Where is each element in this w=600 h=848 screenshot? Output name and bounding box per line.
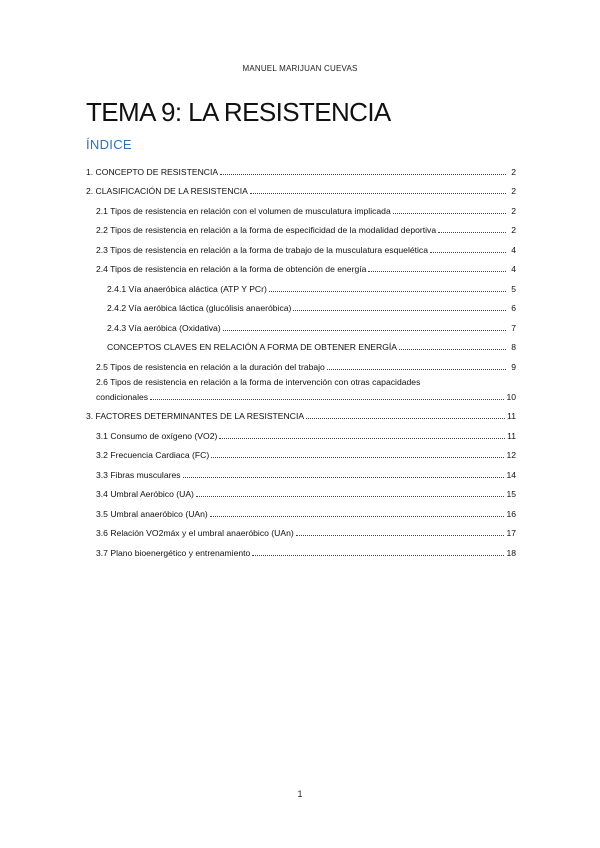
footer-page-number: 1 xyxy=(297,789,303,799)
toc-page-number: 12 xyxy=(506,450,516,460)
index-heading: ÍNDICE xyxy=(86,137,132,152)
toc-entry-label-line1: 2.6 Tipos de resistencia en relación a la forma de intervención con otras capacidades xyxy=(96,376,421,387)
toc-entry-3-2[interactable] xyxy=(86,442,516,462)
toc-entry-label: 2.2 Tipos de resistencia en relación a la forma de especificidad de la modalidad deportiva xyxy=(96,225,437,235)
toc-leader-dots xyxy=(183,477,505,478)
toc-entry-2-6[interactable] xyxy=(86,373,516,403)
toc-entry-3-3[interactable] xyxy=(86,461,516,481)
toc-entry-label: 2. CLASIFICACIÓN DE LA RESISTENCIA xyxy=(86,186,248,196)
toc-leader-dots xyxy=(220,174,506,175)
toc-entry-3-1[interactable] xyxy=(86,422,516,442)
document-title: TEMA 9: LA RESISTENCIA xyxy=(86,97,391,128)
toc-leader-dots xyxy=(219,438,505,439)
toc-leader-dots xyxy=(368,271,506,272)
toc-leader-dots xyxy=(223,330,506,331)
toc-entry-label: 2.4.1 Vía anaeróbica aláctica (ATP Y PCr) xyxy=(107,283,267,294)
toc-entry-label: 2.5 Tipos de resistencia en relación a la duración del trabajo xyxy=(96,361,325,372)
toc-page-number: 18 xyxy=(506,547,516,558)
toc-entry-1[interactable] xyxy=(86,158,516,178)
toc-page-number: 2 xyxy=(511,225,516,235)
toc-leader-dots xyxy=(211,457,504,458)
toc-entry-label: 2.1 Tipos de resistencia en relación con el volumen de musculatura implicada xyxy=(96,205,391,216)
toc-entry-2-4-2[interactable] xyxy=(86,295,516,315)
toc-leader-dots xyxy=(210,516,505,517)
toc-leader-dots xyxy=(296,535,505,536)
toc-leader-dots xyxy=(252,555,504,556)
toc-leader-dots xyxy=(293,310,506,311)
toc-page-number: 11 xyxy=(507,411,516,421)
toc-entry-label: 3.2 Frecuencia Cardiaca (FC) xyxy=(96,450,210,460)
toc-entry-label: 1. CONCEPTO DE RESISTENCIA xyxy=(86,166,219,177)
toc-entry-conceptos-claves[interactable] xyxy=(86,334,516,354)
toc-page-number: 11 xyxy=(507,430,516,441)
toc-entry-label: 2.4.2 Vía aeróbica láctica (glucólisis anaeróbica) xyxy=(107,303,292,313)
toc-leader-dots xyxy=(327,369,506,370)
toc-entry-label: 2.4 Tipos de resistencia en relación a la forma de obtención de energía xyxy=(96,264,367,274)
toc-entry-3-5[interactable] xyxy=(86,500,516,520)
toc-page-number: 4 xyxy=(511,244,516,255)
toc-entry-label: 3.4 Umbral Aeróbico (UA) xyxy=(96,489,194,499)
toc-page-number: 10 xyxy=(506,391,516,402)
toc-page-number: 8 xyxy=(511,342,516,352)
toc-entry-3-4[interactable] xyxy=(86,481,516,501)
toc-entry-label: 3.1 Consumo de oxígeno (VO2) xyxy=(96,430,218,441)
document-header-author: MANUEL MARIJUAN CUEVAS xyxy=(242,64,358,73)
toc-entry-2-3[interactable] xyxy=(86,236,516,256)
toc-entry-2-5[interactable] xyxy=(86,353,516,373)
toc-leader-dots xyxy=(393,213,506,214)
toc-leader-dots xyxy=(196,496,505,497)
toc-entry-label: 3.7 Plano bioenergético y entrenamiento xyxy=(96,547,251,558)
toc-leader-dots xyxy=(150,399,504,400)
toc-entry-line2 xyxy=(96,392,516,403)
toc-page-number: 2 xyxy=(511,205,516,216)
toc-leader-dots xyxy=(399,349,506,350)
toc-entry-3-6[interactable] xyxy=(86,520,516,540)
toc-entry-2-1[interactable] xyxy=(86,197,516,217)
toc-entry-2-2[interactable] xyxy=(86,217,516,237)
toc-entry-label: 3.6 Relación VO2máx y el umbral anaeróbico (UAn) xyxy=(96,528,294,538)
toc-entry-3-7[interactable] xyxy=(86,539,516,559)
toc-page-number: 6 xyxy=(511,303,516,313)
toc-entry-2[interactable] xyxy=(86,178,516,198)
toc-page-number: 15 xyxy=(506,489,516,499)
toc-page-number: 14 xyxy=(506,469,516,480)
toc-entry-3[interactable] xyxy=(86,403,516,423)
toc-entry-label-line2: condicionales xyxy=(96,391,149,402)
toc-page-number: 2 xyxy=(511,166,516,177)
toc-leader-dots xyxy=(306,418,505,419)
toc-entry-label: 3.3 Fibras musculares xyxy=(96,469,181,480)
toc-page-number: 5 xyxy=(511,283,516,294)
toc-entry-label: CONCEPTOS CLAVES EN RELACIÓN A FORMA DE OBTENER ENERGÍA xyxy=(107,342,398,352)
toc-page-number: 7 xyxy=(511,322,516,333)
toc-page-number: 16 xyxy=(506,508,516,519)
toc-entry-2-4-1[interactable] xyxy=(86,275,516,295)
toc-leader-dots xyxy=(269,291,506,292)
toc-page-number: 4 xyxy=(511,264,516,274)
toc-entry-label: 2.4.3 Vía aeróbica (Oxidativa) xyxy=(107,322,221,333)
table-of-contents xyxy=(86,158,516,559)
toc-page-number: 17 xyxy=(506,528,516,538)
toc-entry-2-4-3[interactable] xyxy=(86,314,516,334)
toc-entry-label: 3. FACTORES DETERMINANTES DE LA RESISTENCIA xyxy=(86,411,305,421)
toc-leader-dots xyxy=(250,193,506,194)
toc-entry-label: 2.3 Tipos de resistencia en relación a la forma de trabajo de la musculatura esquelética xyxy=(96,244,429,255)
toc-leader-dots xyxy=(438,232,506,233)
toc-entry-label: 3.5 Umbral anaeróbico (UAn) xyxy=(96,508,208,519)
toc-page-number: 2 xyxy=(511,186,516,196)
toc-entry-2-4[interactable] xyxy=(86,256,516,276)
toc-page-number: 9 xyxy=(511,361,516,372)
toc-leader-dots xyxy=(430,252,506,253)
